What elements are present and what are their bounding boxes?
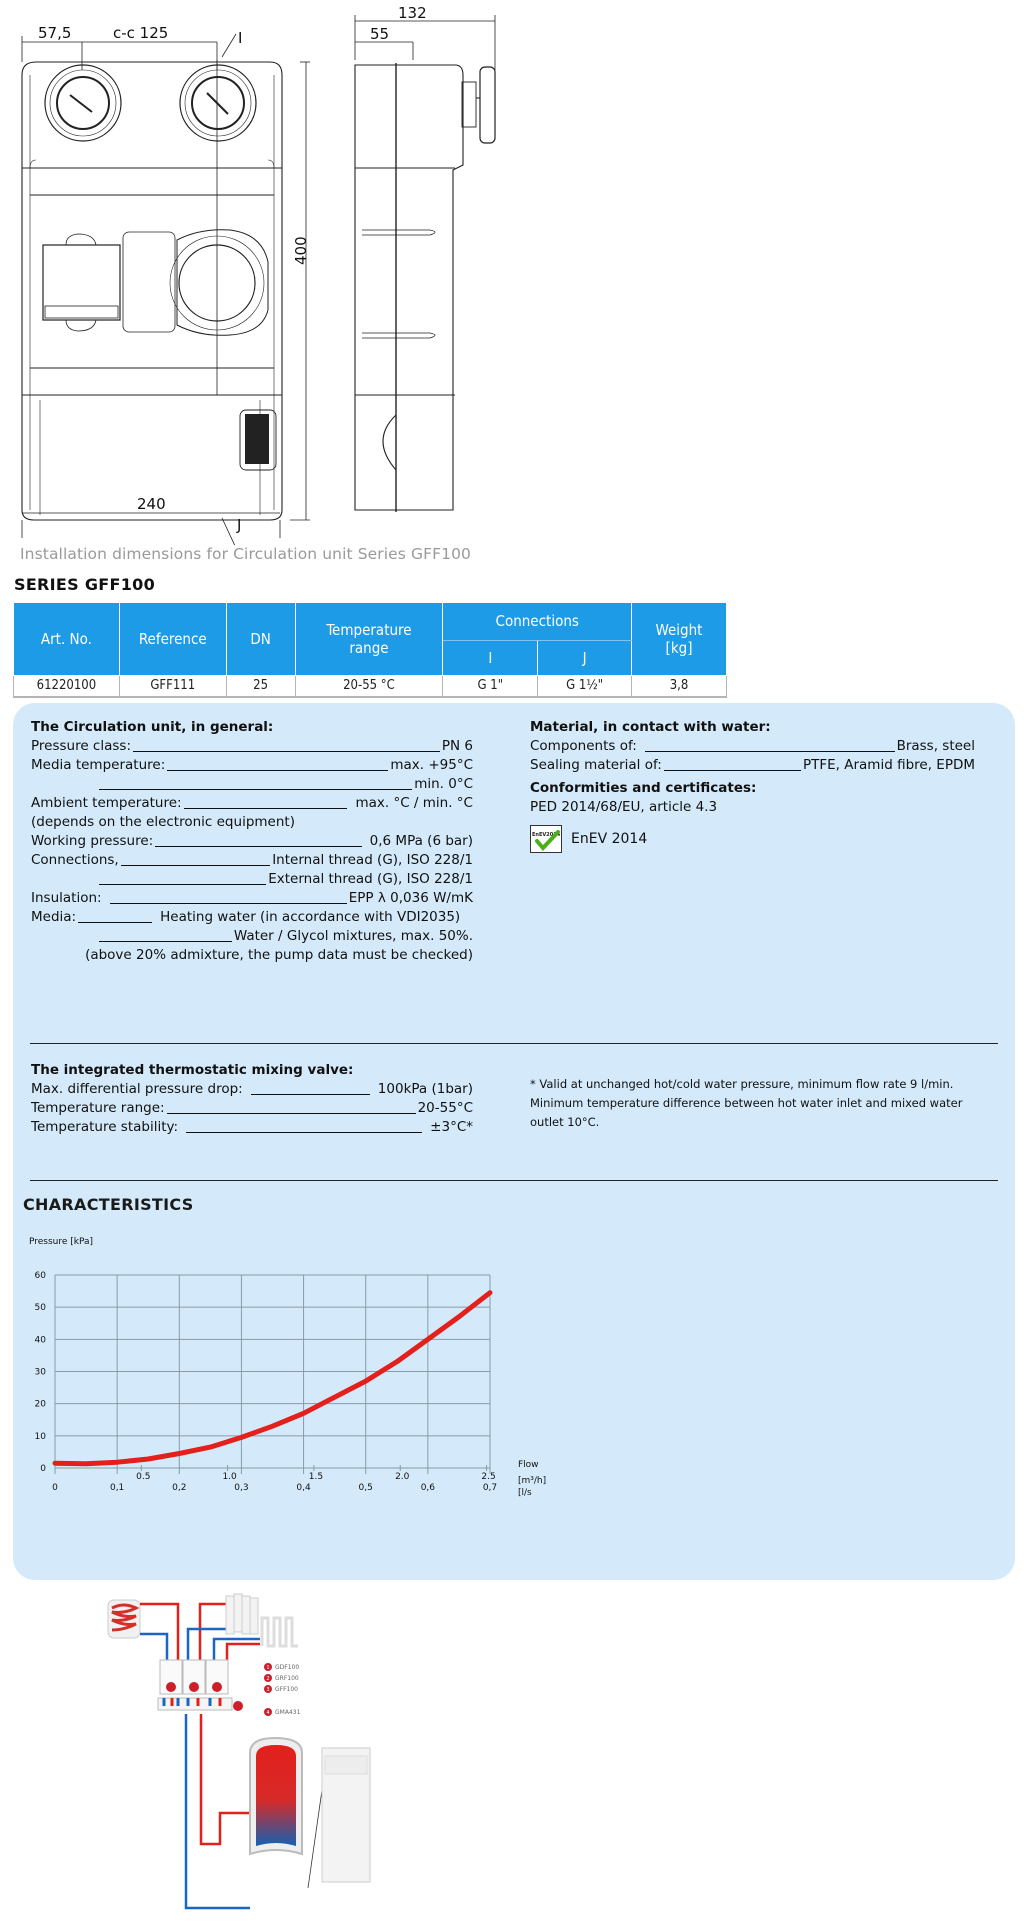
ped-text: PED 2014/68/EU, article 4.3 [530, 799, 718, 815]
y-tick-label: 20 [34, 1399, 46, 1410]
cell-temperature-range: 20-55 °C [295, 675, 443, 697]
legend-number: 2 [266, 1676, 270, 1682]
cell-conn-j: G 1½" [538, 675, 632, 697]
module-number-badge [189, 1682, 199, 1692]
legend-number: 3 [266, 1687, 270, 1693]
legend-label: GDF100 [275, 1664, 300, 1671]
connections-external: External thread (G), ISO 228/1 [268, 871, 473, 887]
header-conn-j: J [538, 640, 632, 675]
left-thermometer-gauge [45, 65, 121, 141]
media-temp-label: Media temperature: [31, 757, 166, 773]
legend-label: GMA431 [275, 1709, 301, 1716]
media-temp-max: max. +95°C [390, 757, 473, 773]
footnote-line-3: outlet 10°C. [530, 1115, 600, 1129]
ambient-temp-value: max. °C / min. °C [355, 795, 473, 811]
x-tick-label-ls: 0,2 [172, 1483, 187, 1493]
mixing-valve-block [43, 245, 120, 320]
insulation-label: Insulation: [31, 890, 102, 906]
buffer-tank-icon [108, 1600, 140, 1638]
legend-label: GRF100 [275, 1675, 299, 1682]
header-temperature-range: Temperature range [295, 603, 443, 675]
footnote-line-1: * Valid at unchanged hot/cold water pressure, minimum flow rate 9 l/min. [530, 1077, 954, 1091]
dim-depth: 132 [398, 4, 427, 22]
right-thermometer-gauge [180, 65, 256, 141]
cell-conn-i: G 1" [443, 675, 538, 697]
y-tick-label: 40 [34, 1335, 46, 1346]
valve-footnote [530, 1075, 1000, 1132]
series-line-pressure-drop [55, 1293, 490, 1464]
cell-weight: 3,8 [632, 675, 727, 697]
components-label: Components of: [530, 738, 637, 754]
valve-specs [31, 1061, 473, 1137]
connections-internal: Internal thread (G), ISO 228/1 [272, 852, 473, 868]
ambient-temp-label: Ambient temperature: [31, 795, 182, 811]
y-tick-label: 60 [34, 1271, 46, 1281]
x-tick-label-ls: 0,5 [358, 1483, 373, 1493]
system-schematic [90, 1588, 430, 1924]
max-dp-label: Max. differential pressure drop: [31, 1081, 243, 1097]
hot-water-cylinder-icon [250, 1738, 302, 1854]
header-art-no: Art. No. [14, 603, 120, 675]
x-unit-secondary: [m³/h] [518, 1476, 547, 1486]
valve-heading: The integrated thermostatic mixing valve: [31, 1062, 354, 1078]
working-pressure-label: Working pressure: [31, 833, 154, 849]
x-tick-label-ls: 0,6 [420, 1483, 436, 1493]
legend-number: 1 [266, 1665, 270, 1671]
dim-center-center: c-c 125 [113, 24, 169, 42]
insulation-value: EPP λ 0,036 W/mK [348, 890, 473, 906]
y-tick-label: 0 [40, 1464, 46, 1474]
material-specs [530, 718, 975, 853]
section-divider [30, 1043, 998, 1044]
side-view-outline [355, 63, 495, 512]
temp-range-value: 20-55°C [417, 1100, 473, 1116]
dim-width: 240 [137, 495, 166, 513]
media-value-1: Heating water (in accordance with VDI2035) [160, 909, 461, 925]
module-number-badge [212, 1682, 222, 1692]
connections-label: Connections, [31, 852, 119, 868]
pressure-class-value: PN 6 [441, 738, 473, 754]
x-tick-label-ls: 0,7 [482, 1483, 498, 1493]
conformities-heading: Conformities and certificates: [530, 780, 757, 796]
system-legend [264, 1663, 301, 1716]
product-spec-table [13, 603, 727, 698]
dim-left-offset: 57,5 [38, 24, 72, 42]
label-inlet-i: I [238, 29, 243, 47]
max-dp-value: 100kPa (1bar) [377, 1081, 473, 1097]
chart-grid [55, 1275, 490, 1474]
module-number-badge [166, 1682, 176, 1692]
header-connections: Connections [443, 603, 632, 640]
label-outlet-j: J [237, 516, 242, 534]
cell-reference: GFF111 [119, 675, 226, 697]
x-tick-label-m3h: 0.5 [136, 1472, 151, 1482]
module-number-badge [233, 1701, 243, 1711]
x-tick-label-m3h: 2.5 [481, 1472, 496, 1482]
x-tick-label-ls: 0,1 [109, 1483, 125, 1493]
characteristics-title: CHARACTERISTICS [23, 1195, 194, 1214]
sealing-value: PTFE, Aramid fibre, EPDM [802, 757, 975, 773]
enev-label: EnEV 2014 [571, 830, 648, 847]
chart-series [55, 1293, 490, 1464]
pressure-flow-chart [0, 1230, 600, 1510]
general-specs [31, 718, 473, 965]
enev-check-icon: EnEV2014 [530, 825, 562, 853]
material-heading: Material, in contact with water: [530, 719, 771, 735]
media-note: (above 20% admixture, the pump data must be checked) [85, 947, 473, 963]
header-weight: Weight [kg] [632, 603, 727, 675]
front-housing-outline [22, 62, 282, 520]
x-ticks [52, 1465, 497, 1493]
media-temp-min: min. 0°C [414, 776, 473, 792]
floor-heating-icon [262, 1618, 298, 1646]
cell-dn: 25 [226, 675, 295, 697]
cell-art-no: 61220100 [14, 675, 120, 697]
temp-stability-value: ±3°C* [430, 1119, 473, 1135]
components-value: Brass, steel [896, 738, 975, 754]
x-tick-label-ls: 0,4 [296, 1483, 311, 1493]
sealing-label: Sealing material of: [530, 757, 662, 773]
temp-stability-label: Temperature stability: [31, 1119, 179, 1135]
working-pressure-value: 0,6 MPa (6 bar) [369, 833, 473, 849]
media-label: Media: [31, 909, 77, 925]
dim-depth-partial: 55 [370, 25, 390, 43]
legend-number: 4 [266, 1710, 270, 1716]
header-dn: DN [226, 603, 295, 675]
heat-pump-cabinet-icon [322, 1748, 370, 1882]
legend-label: GFF100 [275, 1686, 299, 1693]
y-tick-label: 10 [34, 1431, 46, 1442]
drawing-caption: Installation dimensions for Circulation unit Series GFF100 [20, 545, 472, 563]
y-ticks [35, 1271, 47, 1474]
x-tick-label-m3h: 2.0 [395, 1472, 410, 1482]
ambient-note: (depends on the electronic equipment) [31, 814, 295, 830]
general-heading: The Circulation unit, in general: [31, 719, 274, 735]
pump-housing [170, 230, 268, 336]
x-axis-label: Flow [518, 1460, 539, 1470]
footnote-line-2: Minimum temperature difference between hot water inlet and mixed water [530, 1096, 963, 1110]
installation-dimensions-drawing [0, 0, 1024, 545]
radiator-icon [226, 1594, 258, 1634]
x-unit-primary: [l/s [518, 1488, 532, 1498]
header-conn-i: I [443, 640, 538, 675]
x-tick-label-ls: 0 [52, 1483, 58, 1493]
x-tick-label-ls: 0,3 [234, 1483, 249, 1493]
x-tick-label-m3h: 1.0 [222, 1472, 237, 1482]
media-value-2: Water / Glycol mixtures, max. 50%. [233, 928, 473, 944]
y-axis-label: Pressure [kPa] [29, 1237, 94, 1247]
dim-height: 400 [292, 236, 310, 265]
header-reference: Reference [119, 603, 226, 675]
series-title: SERIES GFF100 [14, 575, 156, 594]
pressure-class-label: Pressure class: [31, 738, 131, 754]
temp-range-label: Temperature range: [31, 1100, 165, 1116]
x-tick-label-m3h: 1.5 [308, 1472, 324, 1482]
y-tick-label: 50 [34, 1303, 46, 1314]
section-divider [30, 1180, 998, 1181]
table-row [14, 675, 727, 697]
y-tick-label: 30 [34, 1367, 46, 1378]
